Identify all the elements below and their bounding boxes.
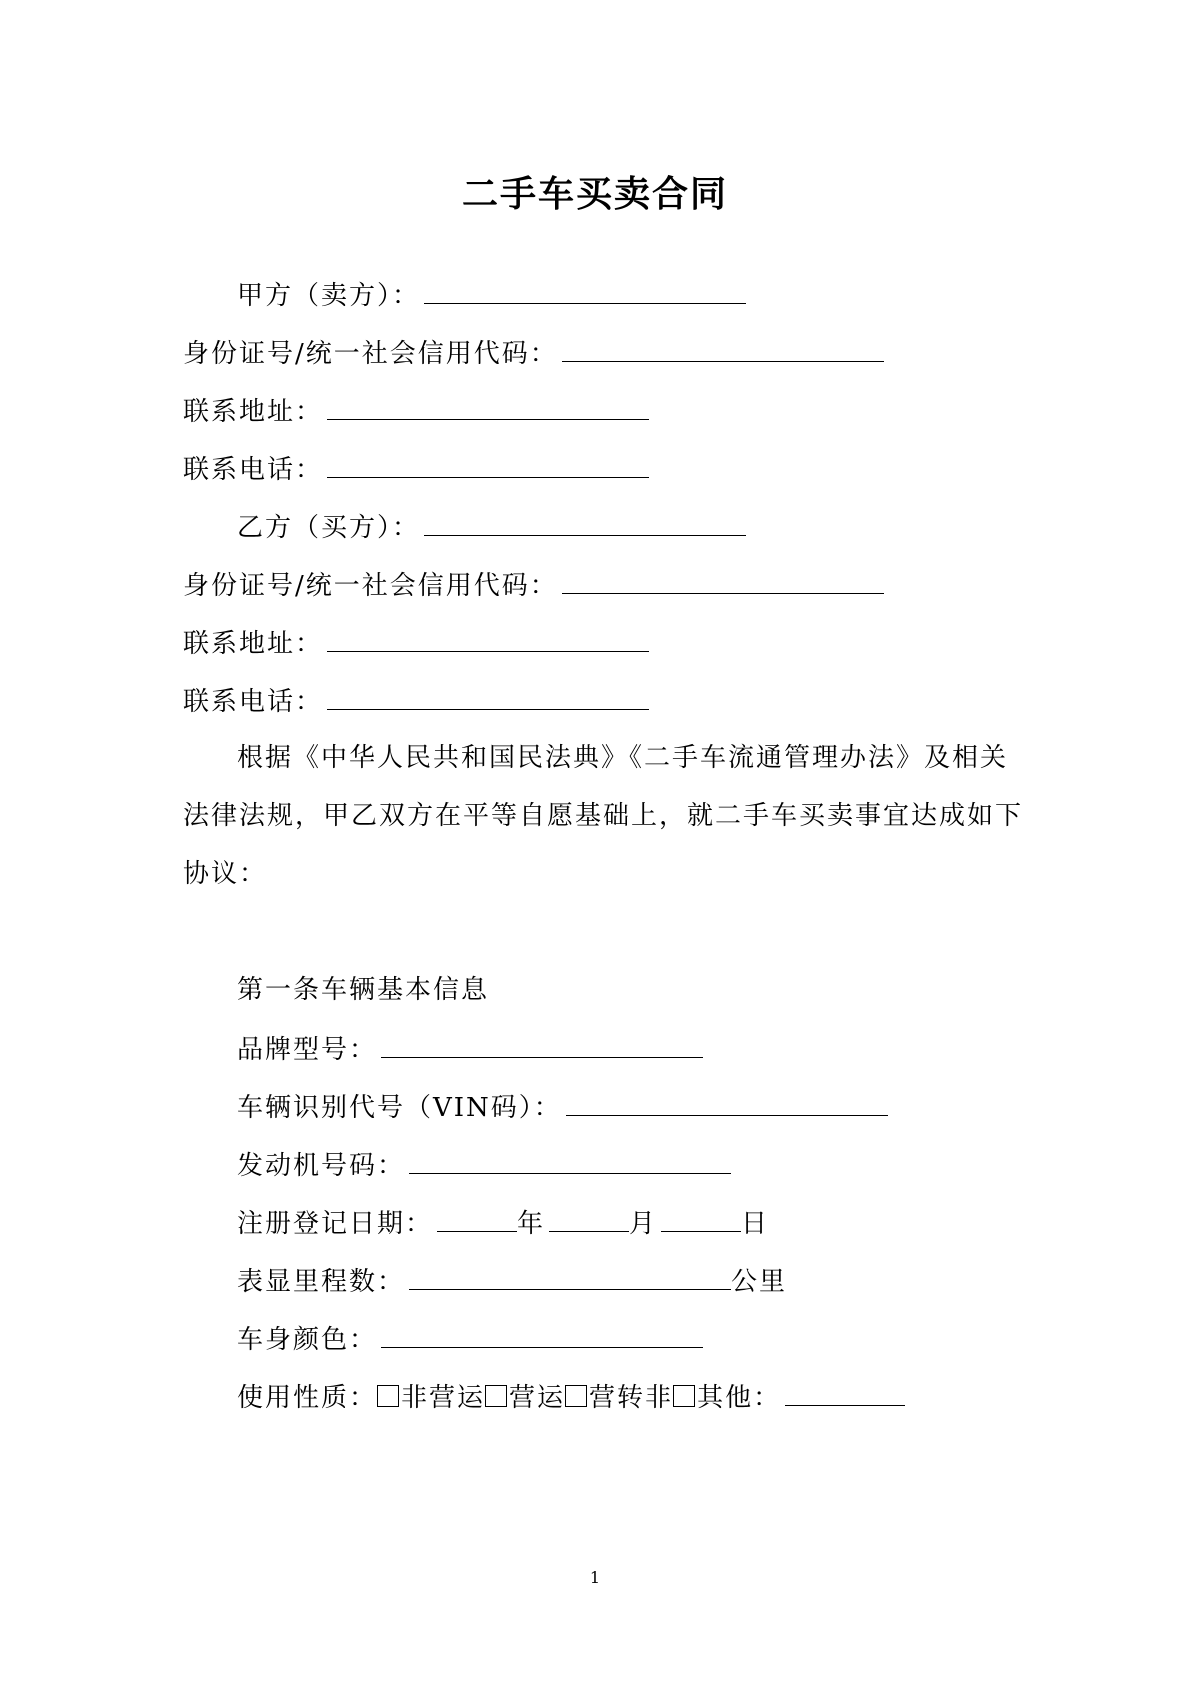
party-a-id-field[interactable] <box>562 335 884 362</box>
usage-label: 使用性质： <box>237 1383 378 1413</box>
color-label: 车身颜色： <box>237 1325 378 1355</box>
party-b-address-label: 联系地址： <box>183 629 324 659</box>
party-a-phone-row <box>183 451 649 487</box>
mileage-field[interactable] <box>409 1263 731 1290</box>
day-label: 日 <box>741 1209 770 1239</box>
color-row <box>237 1321 703 1357</box>
reg-date-row <box>237 1205 769 1241</box>
party-b-phone-label: 联系电话： <box>183 687 324 717</box>
checkbox-non-commercial[interactable] <box>377 1385 399 1407</box>
checkbox-other[interactable] <box>673 1385 695 1407</box>
usage-option-converted: 营转非 <box>589 1383 674 1413</box>
month-label: 月 <box>629 1209 658 1239</box>
party-a-address-row <box>183 393 649 429</box>
checkbox-commercial[interactable] <box>485 1385 507 1407</box>
mileage-unit: 公里 <box>731 1267 788 1297</box>
party-b-address-row <box>183 625 649 661</box>
vin-label: 车辆识别代号（VIN码）： <box>237 1093 562 1123</box>
preamble-line-3: 协议： <box>183 859 268 889</box>
reg-day-field[interactable] <box>661 1205 741 1232</box>
engine-field[interactable] <box>409 1147 731 1174</box>
checkbox-converted[interactable] <box>565 1385 587 1407</box>
usage-other-field[interactable] <box>785 1379 905 1406</box>
brand-row <box>237 1031 703 1067</box>
party-a-phone-field[interactable] <box>327 451 649 478</box>
party-a-address-field[interactable] <box>327 393 649 420</box>
reg-month-field[interactable] <box>549 1205 629 1232</box>
party-b-label: 乙方（买方）： <box>237 513 421 543</box>
party-b-name-field[interactable] <box>424 509 746 536</box>
vin-row <box>237 1089 888 1125</box>
article-1-heading: 第一条车辆基本信息 <box>237 975 490 1005</box>
party-b-phone-field[interactable] <box>327 683 649 710</box>
engine-label: 发动机号码： <box>237 1151 406 1181</box>
party-b-id-row <box>183 567 884 603</box>
party-b-address-field[interactable] <box>327 625 649 652</box>
page-title: 二手车买卖合同 <box>461 174 728 215</box>
party-b-id-field[interactable] <box>562 567 884 594</box>
engine-row <box>237 1147 731 1183</box>
party-a-label: 甲方（卖方）： <box>237 281 421 311</box>
party-a-id-row <box>183 335 884 371</box>
year-label: 年 <box>517 1209 546 1239</box>
vin-field[interactable] <box>566 1089 888 1116</box>
brand-field[interactable] <box>381 1031 703 1058</box>
usage-option-non-commercial: 非营运 <box>401 1383 486 1413</box>
party-b-phone-row <box>183 683 649 719</box>
preamble-line-2: 法律法规，甲乙双方在平等自愿基础上，就二手车买卖事宜达成如下 <box>183 801 1024 831</box>
brand-label: 品牌型号： <box>237 1035 378 1065</box>
page-number: 1 <box>589 1568 601 1587</box>
party-b-row <box>237 509 746 545</box>
preamble-line-1: 根据《中华人民共和国民法典》《二手车流通管理办法》及相关 <box>237 743 1009 773</box>
party-a-id-label: 身份证号/统一社会信用代码： <box>183 339 558 369</box>
mileage-row <box>237 1263 787 1299</box>
party-a-name-field[interactable] <box>424 277 746 304</box>
reg-date-label: 注册登记日期： <box>237 1209 434 1239</box>
color-field[interactable] <box>381 1321 703 1348</box>
mileage-label: 表显里程数： <box>237 1267 406 1297</box>
party-b-id-label: 身份证号/统一社会信用代码： <box>183 571 558 601</box>
usage-option-commercial: 营运 <box>509 1383 566 1413</box>
party-a-row <box>237 277 746 313</box>
usage-option-other: 其他： <box>697 1383 782 1413</box>
reg-year-field[interactable] <box>437 1205 517 1232</box>
party-a-address-label: 联系地址： <box>183 397 324 427</box>
party-a-phone-label: 联系电话： <box>183 455 324 485</box>
usage-row <box>237 1379 905 1415</box>
